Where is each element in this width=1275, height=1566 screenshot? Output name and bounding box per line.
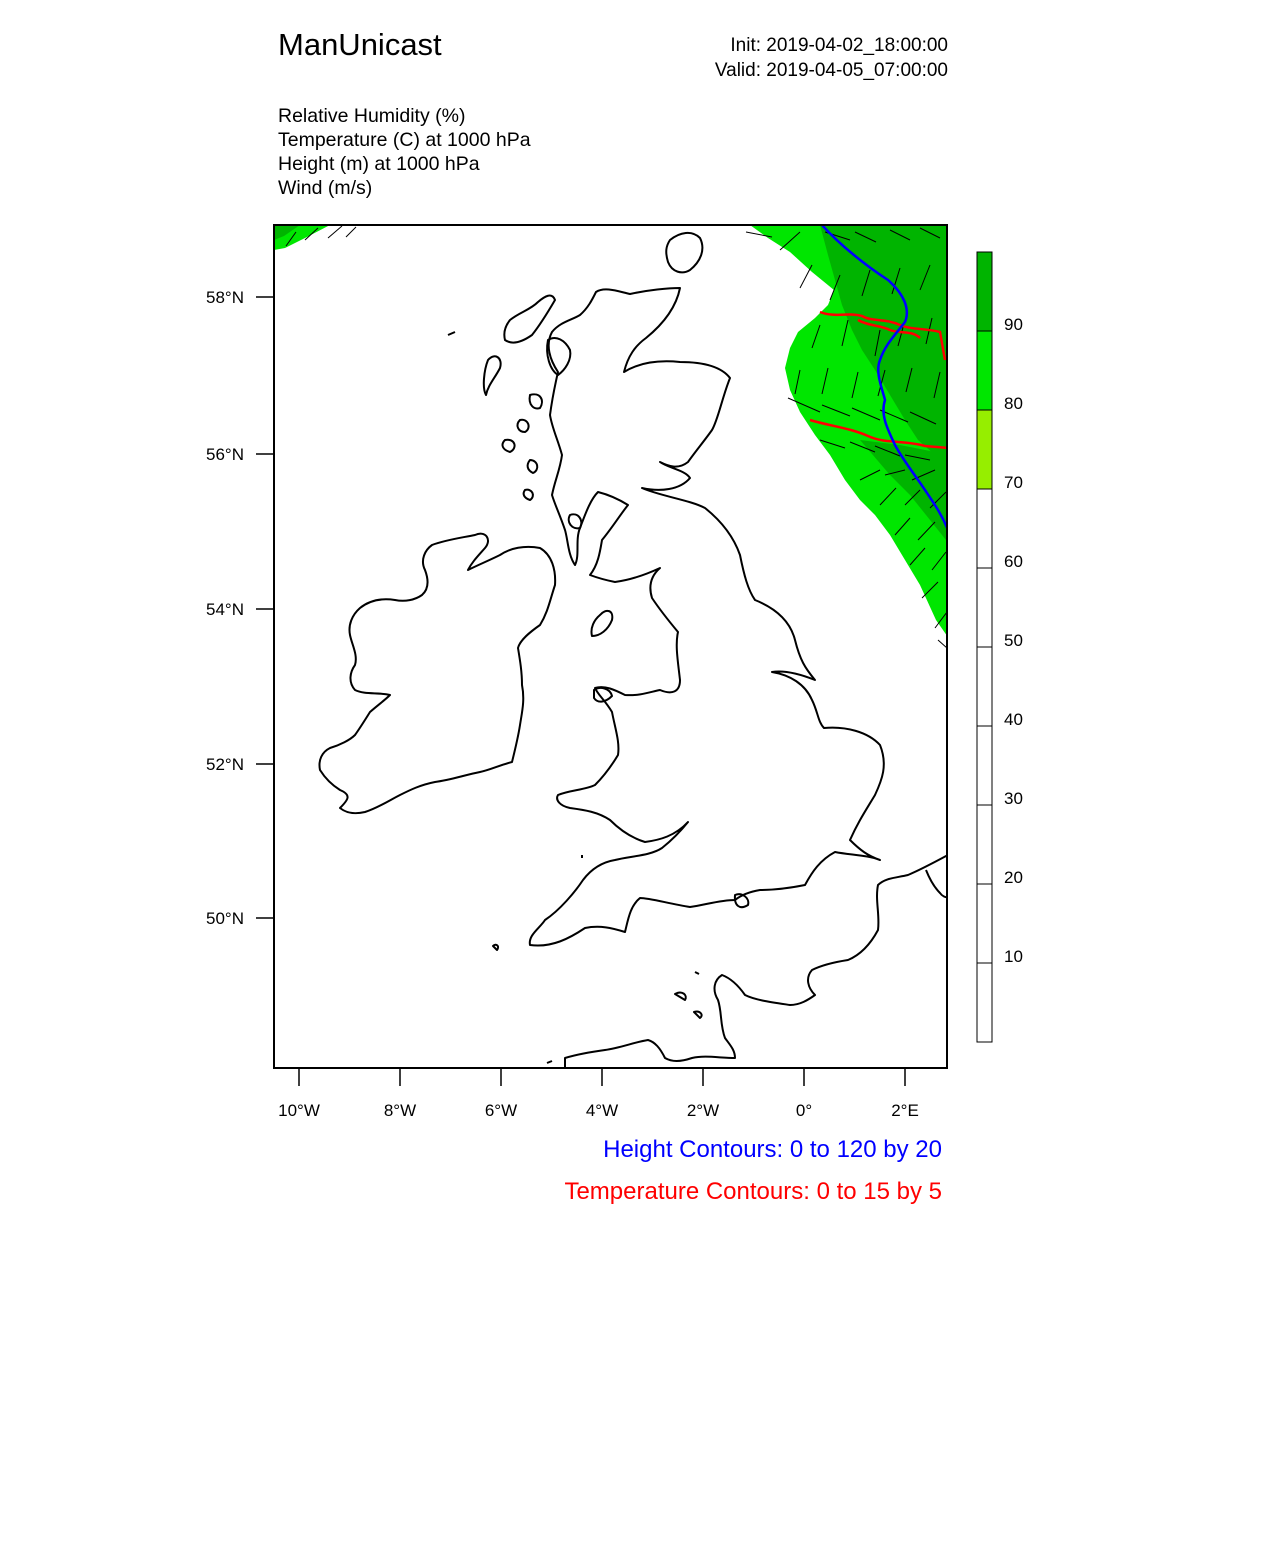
- colorbar-box-20-30: [977, 805, 992, 884]
- colorbar-box-80-90: [977, 331, 992, 410]
- coast-ireland: [319, 534, 555, 814]
- colorbar-label-20: 20: [1004, 868, 1023, 887]
- colorbar-box-0-10: [977, 963, 992, 1042]
- colorbar-box-90-100: [977, 252, 992, 331]
- lon-label-4w: 4°W: [585, 1101, 619, 1120]
- colorbar-box-70-80: [977, 410, 992, 489]
- variable-label-rh: Relative Humidity (%): [278, 105, 466, 127]
- colorbar-label-50: 50: [1004, 631, 1023, 650]
- lon-label-10w: 10°W: [278, 1101, 320, 1120]
- lon-label-6w: 6°W: [484, 1101, 518, 1120]
- coast-france: [565, 855, 948, 1068]
- chart-title: ManUnicast: [278, 27, 442, 62]
- lat-label-52: 52°N: [206, 755, 244, 774]
- latitude-axis: [206, 288, 274, 928]
- colorbar: [977, 252, 1023, 1042]
- init-time: Init: 2019-04-02_18:00:00: [730, 35, 948, 56]
- colorbar-label-90: 90: [1004, 315, 1023, 334]
- valid-time: Valid: 2019-04-05_07:00:00: [714, 60, 948, 81]
- map-plot-area: [274, 225, 950, 1068]
- variable-label-height: Height (m) at 1000 hPa: [278, 153, 480, 175]
- lat-label-58: 58°N: [206, 288, 244, 307]
- variable-label-wind: Wind (m/s): [278, 177, 373, 199]
- lat-label-50: 50°N: [206, 909, 244, 928]
- lon-label-2w: 2°W: [686, 1101, 720, 1120]
- colorbar-label-10: 10: [1004, 947, 1023, 966]
- colorbar-label-80: 80: [1004, 394, 1023, 413]
- colorbar-label-70: 70: [1004, 473, 1023, 492]
- colorbar-label-40: 40: [1004, 710, 1023, 729]
- colorbar-box-50-60: [977, 568, 992, 647]
- lon-label-8w: 8°W: [383, 1101, 417, 1120]
- colorbar-box-30-40: [977, 726, 992, 805]
- colorbar-box-60-70: [977, 489, 992, 568]
- colorbar-label-30: 30: [1004, 789, 1023, 808]
- colorbar-box-10-20: [977, 884, 992, 963]
- lon-label-0: 0°: [795, 1101, 813, 1120]
- longitude-axis: [278, 1068, 919, 1120]
- lat-label-54: 54°N: [206, 600, 244, 619]
- lon-label-2e: 2°E: [891, 1101, 919, 1120]
- variable-label-temperature: Temperature (C) at 1000 hPa: [278, 129, 531, 151]
- legend-temperature-contours: Temperature Contours: 0 to 15 by 5: [564, 1178, 942, 1205]
- legend-height-contours: Height Contours: 0 to 120 by 20: [603, 1136, 942, 1163]
- lat-label-56: 56°N: [206, 445, 244, 464]
- colorbar-box-40-50: [977, 647, 992, 726]
- colorbar-label-60: 60: [1004, 552, 1023, 571]
